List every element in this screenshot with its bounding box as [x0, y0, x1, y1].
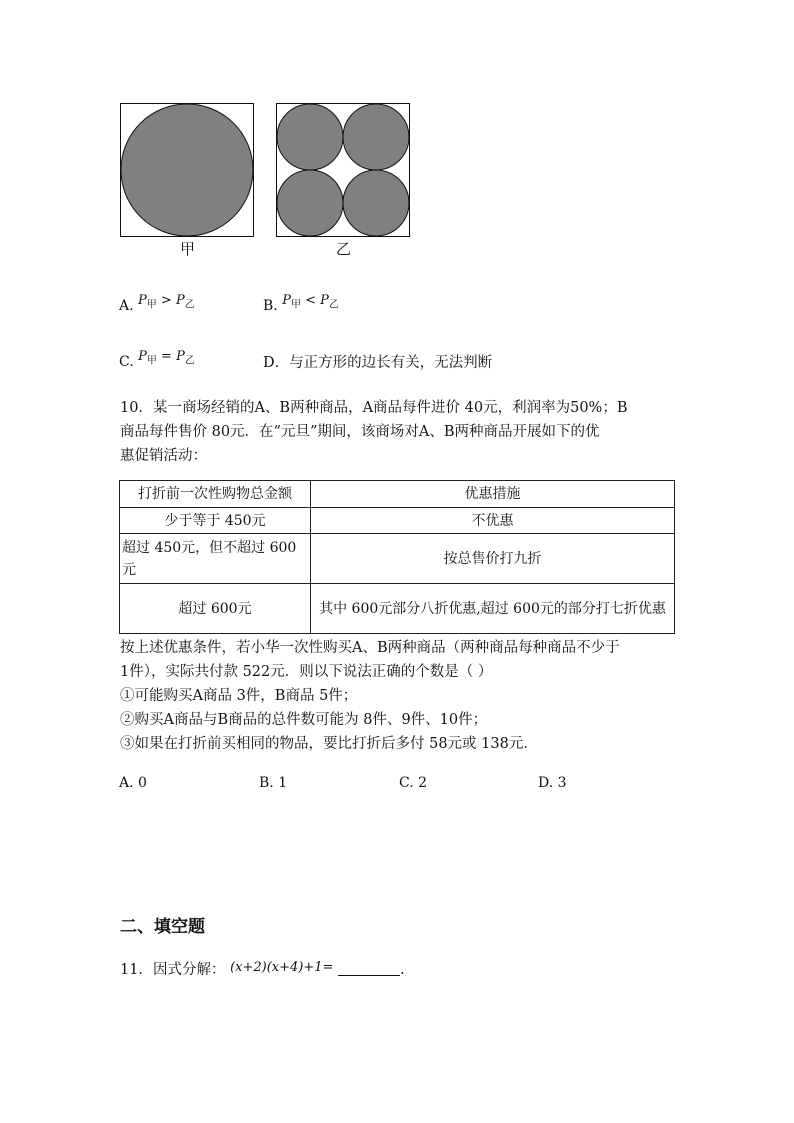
q10-option-b[interactable]: B. 1 — [259, 775, 288, 791]
figure-jia — [120, 103, 254, 241]
table-header-row — [120, 481, 675, 508]
q10-option-a[interactable]: A. 0 — [119, 775, 147, 791]
section-fill-in-blank-title: 二、填空题 — [120, 917, 205, 937]
q10-stem-line-3: 惠促销活动： — [120, 448, 207, 464]
q11 — [120, 958, 405, 979]
q10-condition-line-1: 按上述优惠条件，若小华一次性购买A、B两种商品（两种商品每种商品不少于 — [120, 640, 620, 656]
figure-jia-svg — [120, 103, 254, 237]
table-row — [120, 534, 675, 584]
table-cell: 其中 600元部分八折优惠,超过 600元的部分打七折优惠 — [311, 584, 675, 634]
figure-jia-label: 甲 — [180, 240, 196, 258]
q9-option-c[interactable]: C. $P_甲 = P_乙$ — [119, 349, 195, 370]
q9-option-d[interactable]: D．与正方形的边长有关，无法判断 — [263, 355, 493, 371]
table-cell: 少于等于 450元 — [120, 508, 311, 534]
option-a-expression: $P_甲 > P_乙$ — [138, 293, 195, 311]
q11-expression: (x+2)(x+4)+1= — [230, 960, 334, 975]
q10-statement-3: ③如果在打折前买相同的物品，要比打折后多付 58元或 138元． — [120, 736, 538, 752]
q9-option-b[interactable]: B. $P_甲 < P_乙$ — [263, 293, 339, 314]
table-cell: 不优惠 — [311, 508, 675, 534]
q10-statement-2: ②购买A商品与B商品的总件数可能为 8件、9件、10件； — [120, 712, 488, 728]
option-b-expression: $P_甲 < P_乙$ — [282, 293, 339, 311]
q10-stem — [120, 396, 680, 468]
figure-yi-svg — [276, 103, 410, 237]
q10-conditions — [120, 636, 680, 756]
table-row — [120, 508, 675, 534]
large-circle — [121, 104, 253, 236]
option-c-expression: $P_甲 = P_乙$ — [138, 349, 195, 367]
q11-prefix: 11．因式分解： — [120, 962, 226, 978]
q10-statement-1: ①可能购买A商品 3件，B商品 5件； — [120, 688, 358, 704]
table-row — [120, 584, 675, 634]
q10-stem-line-2: 商品每件售价 80元．在“元旦”期间，该商场对A、B两种商品开展如下的优 — [120, 424, 600, 440]
small-circle-top-left — [277, 104, 343, 170]
table-cell: 按总售价打九折 — [311, 534, 675, 584]
table-header-cell: 打折前一次性购物总金额 — [120, 481, 311, 508]
small-circle-top-right — [343, 104, 409, 170]
q10-option-c[interactable]: C. 2 — [399, 775, 428, 791]
q10-option-d[interactable]: D. 3 — [538, 775, 567, 791]
figure-yi — [276, 103, 410, 241]
q10-stem-line-1: 10．某一商场经销的A、B两种商品，A商品每件进价 40元，利润率为50%；B — [120, 400, 628, 416]
figure-yi-label: 乙 — [336, 240, 352, 258]
small-circle-bottom-right — [343, 170, 409, 236]
table-cell: 超过 600元 — [120, 584, 311, 634]
q9-option-a[interactable]: A. $P_甲 > P_乙$ — [119, 293, 195, 314]
small-circle-bottom-left — [277, 170, 343, 236]
table-header-cell: 优惠措施 — [311, 481, 675, 508]
q11-suffix: . — [400, 962, 405, 978]
promotion-table — [119, 480, 675, 634]
q11-answer-blank[interactable] — [338, 961, 400, 976]
q10-condition-line-2: 1件），实际共付款 522元．则以下说法正确的个数是（ ） — [120, 664, 493, 680]
table-cell: 超过 450元，但不超过 600元 — [120, 534, 311, 584]
